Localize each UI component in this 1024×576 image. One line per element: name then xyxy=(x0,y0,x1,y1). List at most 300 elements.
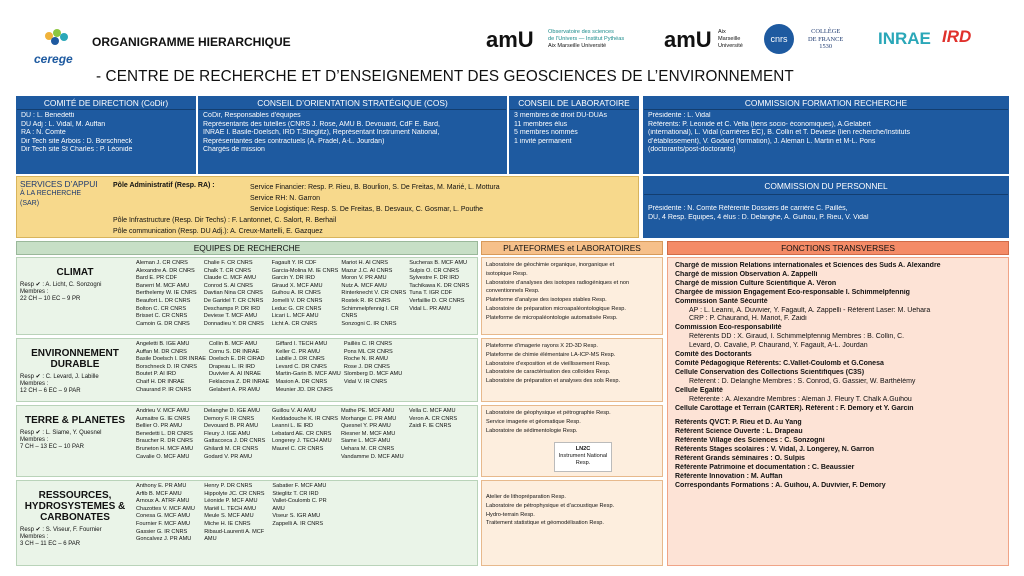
cos-body xyxy=(199,110,506,173)
member-name: Deviese T. MCF AMU xyxy=(203,313,258,320)
amu-line: Aix xyxy=(718,29,726,35)
member-name: Basile Doelsch I. DR INRAE xyxy=(136,356,206,363)
member-name: Licht A. CR CNRS xyxy=(271,320,317,327)
codir-line: Dir Tech site Arbois : D. Borschneck xyxy=(21,137,133,145)
cdf-line: COLLÈGE xyxy=(811,28,841,35)
team-box xyxy=(16,405,478,477)
platform-group-4 xyxy=(481,480,663,566)
ln2c-subtitle: Instrument National xyxy=(558,453,608,459)
member-name: Fleury J. IGE AMU xyxy=(204,430,251,437)
platform-item: Plateforme d’imagerie rayons X 2D-3D Resp. xyxy=(486,343,598,349)
codir-title: COMITÉ DE DIRECTION (CoDir) xyxy=(17,97,195,110)
member-name: Guillou V. AI AMU xyxy=(272,408,316,414)
cos-line: Représentantes des contractuels (A. Pradel, A-L. Jourdan) xyxy=(203,137,385,145)
codir-box xyxy=(16,96,196,174)
platform-item: Laboratoire de pétrophysique et d’acoustique Resp. xyxy=(486,502,615,509)
fonction-item: Référent Grands séminaires : O. Sulpis xyxy=(675,455,805,463)
member-name: Boutet P. AI IRD xyxy=(136,371,177,378)
member-name: Riesner M. MCF AMU xyxy=(340,430,396,437)
member-name: CNRS xyxy=(341,313,358,320)
team-name xyxy=(20,348,130,370)
member-name: Labille J. DR CNRS xyxy=(275,356,325,363)
platform-item: isotopique Resp. xyxy=(486,270,528,277)
member-name: Slomberg D. MCF AMU xyxy=(343,371,403,378)
member-column xyxy=(272,260,339,332)
cfr-box xyxy=(643,96,1009,174)
member-name: Gelabert A. PR AMU xyxy=(208,386,260,393)
cfr-title: COMMISSION FORMATION RECHERCHE xyxy=(644,97,1008,110)
conseil-title: CONSEIL DE LABORATOIRE xyxy=(510,97,638,110)
member-name: Rose J. DR CNRS xyxy=(343,363,390,370)
member-name: Alexandre A. DR CNRS xyxy=(136,267,195,274)
member-name: Drapeau L. IR IRD xyxy=(208,363,255,370)
platform-item: Laboratoire de caractérisation des colloïdes Resp. xyxy=(486,369,611,376)
fonction-item: Comité des Doctorants xyxy=(675,351,752,359)
fonction-item: Correspondants Formations : A. Guihou, A. Duvivier, F. Demory xyxy=(675,481,886,489)
amu-logo-2: amU xyxy=(664,27,712,52)
member-name: Bruneton H. MCF AMU xyxy=(136,445,194,452)
platform-item: Laboratoire de préparation microapaléontologique Resp. xyxy=(486,305,626,312)
member-name: Duvivier A. AI INRAE xyxy=(208,371,261,378)
ird-logo: IRD xyxy=(942,27,972,46)
member-name: Ribaud-Laurenti A. MCF xyxy=(204,528,265,535)
member-name: Roche N. IR AMU xyxy=(343,356,388,363)
member-name: Martin-Garin B. MCF AMU xyxy=(275,371,341,378)
team-info xyxy=(17,258,133,334)
sar-service-logistique: Service Logistique: Resp. S. De Freitas, B. Desvaux, C. Gosmar, L. Pouthe xyxy=(250,206,484,213)
platform-item: Laboratoire d’analyses des isotopes radiogéniques et non xyxy=(486,279,630,286)
cos-line: INRAE I. Basile-Doelsch, IRD T.Stieglitz), Représentant Instrument National, xyxy=(203,129,440,137)
conseil-line: 3 membres de droit DU-DUAs xyxy=(514,112,607,119)
conseil-line: 5 membres nommés xyxy=(514,129,578,137)
fonction-item: AP : L. Leanni, A. Duvivier, Y. Fagault, A. Zappelli - Référent Laser: M. Uehara xyxy=(689,306,931,314)
amu-osu-line: de l’Univers — Institut Pythéas xyxy=(548,36,625,42)
personnel-body xyxy=(644,195,1008,237)
member-name: Bard E. PR CDF xyxy=(136,275,178,282)
fonction-item: Référent : D. Delanghe Membres : S. Conrod, G. Gassier, W. Barthélémy xyxy=(689,377,916,385)
member-name: Deschamps P. DR IRD xyxy=(203,305,261,312)
team-meta-line: Membres : xyxy=(20,289,49,296)
member-column xyxy=(136,408,201,474)
fonctions-header: FONCTIONS TRANSVERSES xyxy=(667,241,1009,255)
member-name: Nutz A. MCF AMU xyxy=(341,282,387,289)
member-name: Sabatier F. MCF AMU xyxy=(272,483,327,489)
member-name: Vallet-Coulomb C. PR xyxy=(272,498,327,505)
college-de-france-logo xyxy=(808,28,843,51)
team-name-line: CLIMAT xyxy=(56,267,94,278)
amu-line: Marseille xyxy=(718,36,741,42)
member-name: Miche H. IE CNRS xyxy=(204,520,251,527)
team-meta-line: 12 CH – 6 EC – 9 PAR xyxy=(20,388,81,395)
conseil-line: 11 membres élus xyxy=(514,120,568,128)
team-name-line: DURABLE xyxy=(50,359,100,370)
team-info xyxy=(17,406,133,476)
member-name: Keddadouche K. IR CNRS xyxy=(272,415,338,422)
team-meta xyxy=(20,430,130,452)
member-name: Delanghe D. IGE AMU xyxy=(204,408,260,414)
platform-item: Laboratoire de sédimentologie Resp. xyxy=(486,427,578,434)
member-name: Vidal V. IR CNRS xyxy=(343,378,388,385)
ln2c-resp: Resp. xyxy=(575,460,591,466)
fonction-item: Commission Santé Sécurité xyxy=(675,297,768,305)
team-name xyxy=(20,267,130,278)
member-name: Chalie F. CR CNRS xyxy=(203,260,253,266)
member-name: Garcia-Molina M. IE CNRS xyxy=(271,267,339,274)
fonctions-list xyxy=(667,257,1009,566)
member-name: Meule S. MCF AMU xyxy=(204,513,254,520)
member-name: Vella C. MCF AMU xyxy=(408,408,456,414)
member-name: Moron V. PR AMU xyxy=(341,275,387,282)
fonction-item: Référente : A. Alexandre Membres : Aleman J. Fleury T. Chalk A.Guihou xyxy=(689,395,912,403)
member-name: Sulpis O. CR CNRS xyxy=(409,267,459,274)
platform-item: Laboratoire de préparation et analyses des sols Resp. xyxy=(486,378,621,385)
member-name: Paillès C. IR CNRS xyxy=(343,341,392,347)
member-name: Gattacceca J. DR CNRS xyxy=(204,438,266,445)
cfr-line: d’établissement), V. Godard (formation), J. Aleman L. Martin et M-L. Pons xyxy=(648,137,876,145)
sar-services xyxy=(250,182,500,215)
cos-box xyxy=(198,96,507,174)
member-name: Zaidi F. IE CNRS xyxy=(408,423,452,430)
page-subtitle: - CENTRE DE RECHERCHE ET D’ENSEIGNEMENT DES GEOSCIENCES DE L’ENVIRONNEMENT xyxy=(96,68,794,85)
member-name: Anthony E. PR AMU xyxy=(136,483,187,489)
member-name: De Garidel T. CR CNRS xyxy=(203,297,264,304)
team-meta-line: Resp ✔ : A. Licht, C. Sonzogni xyxy=(20,282,102,288)
codir-line: RA : N. Comte xyxy=(21,129,66,137)
member-column xyxy=(409,260,474,332)
member-column xyxy=(272,483,337,563)
member-column xyxy=(344,341,408,399)
team-name-line: CARBONATES xyxy=(40,512,110,523)
member-name: Auffan M. DR CNRS xyxy=(136,348,187,355)
inrae-logo: INRAE xyxy=(878,29,931,48)
member-name: Stieglitz T. CR IRD xyxy=(272,490,319,497)
member-name: Goncalvez J. PR AMU xyxy=(136,536,192,543)
member-name: Feklacova Z. DR INRAE xyxy=(208,378,270,385)
personnel-title: COMMISSION DU PERSONNEL xyxy=(644,177,1008,195)
member-name: Conrod S. AI CNRS xyxy=(203,282,253,289)
member-name: Mathe PE. MCF AMU xyxy=(340,408,395,414)
member-name: Pons ML CR CNRS xyxy=(343,348,393,355)
team-meta-line: 22 CH – 10 EC – 9 PR xyxy=(20,296,81,303)
team-members xyxy=(133,481,477,565)
member-name: Sucheras B. MCF AMU xyxy=(409,260,468,266)
member-name: Davtian Nina CR CNRS xyxy=(203,290,263,297)
team-name-line: RESSOURCES, xyxy=(38,490,112,501)
member-column xyxy=(409,483,474,563)
team-name-line: ENVIRONNEMENT xyxy=(31,348,119,359)
member-name: Cavalie O. MCF AMU xyxy=(136,453,190,460)
member-name: Donnadieu Y. DR CNRS xyxy=(203,320,264,327)
sar-pole-admin: Pôle Administratif (Resp. RA) : xyxy=(113,182,215,189)
team-box xyxy=(16,480,478,566)
fonction-item: Référents QVCT: P. Rieu et D. Au Yang xyxy=(675,419,802,427)
member-name: Léonide P. MCF AMU xyxy=(204,498,258,505)
member-name: Berthelemy W. IE CNRS xyxy=(136,290,197,297)
member-name: Chalk T. CR CNRS xyxy=(203,267,251,274)
sar-poles xyxy=(113,215,336,237)
member-name: Meunier JD. DR CNRS xyxy=(275,386,333,393)
member-column xyxy=(136,260,201,332)
team-meta-line: 3 CH – 11 EC – 6 PAR xyxy=(20,541,81,548)
member-name: Zappelli A. IR CNRS xyxy=(272,520,324,527)
member-name: Chazottes V. MCF AMU xyxy=(136,505,195,512)
member-name: Siame L. MCF AMU xyxy=(340,438,391,445)
member-name: Guihou A. IR CNRS xyxy=(271,290,321,297)
conseil-line: 1 invité permanent xyxy=(514,137,572,145)
member-name: Aumaitre G. IE CNRS xyxy=(136,415,191,422)
amu-logo: amU xyxy=(486,27,534,52)
member-column xyxy=(410,341,474,399)
team-meta-line: Membres : xyxy=(20,534,49,541)
team-meta-line: Resp ✔ : L. Siame, Y. Quesnel xyxy=(20,430,102,436)
cos-title: CONSEIL D’ORIENTATION STRATÉGIQUE (COS) xyxy=(199,97,506,110)
platform-group-2 xyxy=(481,338,663,402)
team-meta xyxy=(20,282,130,304)
member-name: Banerri M. MCF AMU xyxy=(136,282,190,289)
fonction-item: Comité Pédagogique Référents: C.Vallet-Coulomb et G.Conesa xyxy=(675,359,884,367)
member-name: Verfaillie D. CR CNRS xyxy=(409,297,465,304)
platform-item: Atelier de lithopréparation Resp. xyxy=(486,494,566,500)
member-column xyxy=(204,408,269,474)
member-name: Angeletti B. IGE AMU xyxy=(136,341,190,347)
fonction-item: Référente Innovation : M. Auffan xyxy=(675,472,783,480)
amu-line: Université xyxy=(718,43,743,49)
team-box xyxy=(16,257,478,335)
member-name: Rinterknecht V. CR CNRS xyxy=(341,290,407,297)
member-name: Cornu S. DR INRAE xyxy=(208,348,260,355)
member-name: Jomelli V. DR CNRS xyxy=(271,297,323,304)
platform-item: Plateforme de chimie élémentaire LA-ICP-MS Resp. xyxy=(486,351,616,358)
fonction-item: Chargé de mission Observation A. Zappelli xyxy=(675,270,818,278)
member-name: Levard C. DR CNRS xyxy=(275,363,327,370)
member-name: Tachikawa K. DR CNRS xyxy=(409,282,470,289)
member-name: Longerey J. TECH AMU xyxy=(272,438,332,445)
plateformes-header: PLATEFORMES et LABORATOIRES xyxy=(481,241,663,255)
member-name: Keller C. PR AMU xyxy=(275,348,320,355)
member-name: Bolton C. CR CNRS xyxy=(136,305,187,312)
cerege-logo-text: cerege xyxy=(34,52,73,66)
member-column xyxy=(209,341,273,399)
codir-line: DU : L. Benedetti xyxy=(21,112,75,119)
member-column xyxy=(341,408,406,474)
platform-item: conventionnels Resp. xyxy=(486,288,540,295)
member-name: Quesnel Y. PR AMU xyxy=(340,423,391,430)
member-name: Mariël L. TECH AMU xyxy=(204,505,256,512)
member-name: AMU xyxy=(204,536,217,543)
member-name: Fournier F. MCF AMU xyxy=(136,520,191,527)
member-name: Hippolyte JC. CR CNRS xyxy=(204,490,265,497)
sar-service-financier: Service Financier: Resp. P. Rieu, B. Bourlion, S. De Freitas, M. Marié, L. Mottura xyxy=(250,184,500,191)
fonction-item: Chargée de mission Engagement Eco-responsable I. Schimmelpfennig xyxy=(675,288,910,296)
amu-osu-text xyxy=(548,29,624,50)
member-column xyxy=(136,341,206,399)
member-name: Giraud X. MCF AMU xyxy=(271,282,323,289)
member-name: Collin B. MCF AMU xyxy=(208,341,258,347)
platform-item: Laboratoire de géochimie organique, inorganique et xyxy=(486,262,615,268)
member-name: Aleman J. CR CNRS xyxy=(136,260,188,266)
member-name: Vidal L. PR AMU xyxy=(409,305,451,312)
member-name: Conesa G. MCF AMU xyxy=(136,513,191,520)
member-name: Bellier O. PR AMU xyxy=(136,423,183,430)
sar-pole-infra: Pôle Infrastructure (Resp. Dir Techs) : F. Lantonnet, C. Salort, R. Berhail xyxy=(113,217,337,224)
member-name: Garcin Y. DR IRD xyxy=(271,275,315,282)
member-column xyxy=(341,260,406,332)
member-name: Beaufort L. DR CNRS xyxy=(136,297,191,304)
page-title: ORGANIGRAMME HIERARCHIQUE xyxy=(92,35,291,49)
sar-title-line: (SAR) xyxy=(20,199,40,207)
fonction-item: Référent Science Ouverte : L. Drapeau xyxy=(675,428,803,436)
platform-item: Hydro-terrain Resp. xyxy=(486,511,535,518)
fonction-item: Chargé de mission Relations internationales et Sciences des Suds A. Alexandre xyxy=(675,262,941,269)
member-name: Andrieu V. MCF AMU xyxy=(136,408,189,414)
member-name: Devouard B. PR AMU xyxy=(204,423,259,430)
codir-body xyxy=(17,110,195,173)
cdf-line: DE FRANCE xyxy=(808,35,844,43)
personnel-line: Présidente : N. Comte Référente Dossiers de carrière C. Paillès, xyxy=(648,205,848,212)
team-meta-line: Membres : xyxy=(20,381,49,388)
member-name: Arnoux A. ATRF AMU xyxy=(136,498,190,505)
member-name: Doelsch E. DR CIRAD xyxy=(208,356,265,363)
member-name: Giffard I. TECH AMU xyxy=(275,341,328,347)
member-name: Maurel C. CR CNRS xyxy=(272,445,324,452)
fonction-item: Cellule Carottage et Terrain (CARTER). Référent : F. Demory et Y. Garcin xyxy=(675,404,914,412)
personnel-line: DU, 4 Resp. Equipes, 4 élus : D. Delanghe, A. Guihou, P. Rieu, V. Vidal xyxy=(648,213,869,221)
amu-text xyxy=(718,29,743,50)
team-meta-line: 7 CH – 13 EC – 10 PAR xyxy=(20,444,84,451)
cfr-line: (doctorants/post-doctorants) xyxy=(648,146,736,154)
conseil-box xyxy=(509,96,639,174)
member-name: Brisset C. CR CNRS xyxy=(136,313,188,320)
cfr-line: Présidente : L. Vidal xyxy=(648,112,711,119)
conseil-body xyxy=(510,110,638,173)
fonction-item: Référente Patrimoine et documentation : C. Beaussier xyxy=(675,463,855,471)
member-name: Borschneck D. IR CNRS xyxy=(136,363,197,370)
cos-line: Représentants des tutelles (CNRS J. Rose, AMU B. Devouard, CdF E. Bard, xyxy=(203,120,440,128)
fonction-item: Cellule Egalité xyxy=(675,386,723,394)
fonction-item: Référente Village des Sciences : C. Sonzogni xyxy=(675,437,825,445)
member-name: Lebatard AE. CR CNRS xyxy=(272,430,332,437)
member-name: Vandamme D. MCF AMU xyxy=(340,453,404,460)
cnrs-logo: cnrs xyxy=(764,24,794,54)
team-box xyxy=(16,338,478,402)
member-name: Demory F. IR CNRS xyxy=(204,415,255,422)
team-members xyxy=(133,339,477,401)
member-column xyxy=(272,408,338,474)
fonction-item: Chargé de mission Culture Scientifique A. Véron xyxy=(675,279,837,287)
equipes-header: EQUIPES DE RECHERCHE xyxy=(16,241,478,255)
sar-service-rh: Service RH: N. Garron xyxy=(250,195,321,202)
member-name: Chaurand P. IR CNRS xyxy=(136,386,192,393)
team-name xyxy=(20,415,130,426)
member-column xyxy=(341,483,406,563)
cos-line: CoDir, Responsables d’équipes xyxy=(203,112,301,119)
cos-line: Chargés de mission xyxy=(203,146,265,154)
team-info xyxy=(17,339,133,401)
team-meta xyxy=(20,527,130,549)
member-name: Henry P. DR CNRS xyxy=(204,483,253,489)
fonction-item: Commission Eco-responsabilité xyxy=(675,324,782,332)
member-column xyxy=(409,408,474,474)
member-name: Rostek R. IR CNRS xyxy=(341,297,391,304)
member-name: Licari L. MCF AMU xyxy=(271,313,319,320)
fonction-item: Levard, O. Cavalié, P. Chaurand, Y. Fagault, A-L. Jourdan xyxy=(689,342,868,350)
ln2c-title: LN2C xyxy=(575,446,591,452)
platform-item: Traitement statistique et géomodélisation Resp. xyxy=(486,520,604,527)
fonction-item: Référents Stages scolaires : V. Vidal, J. Longerey, N. Garron xyxy=(675,446,875,454)
ln2c-box xyxy=(554,442,612,472)
platform-group-3 xyxy=(481,405,663,477)
personnel-box xyxy=(643,176,1009,238)
platform-group-1 xyxy=(481,257,663,335)
team-name-line: TERRE & PLANETES xyxy=(24,415,125,426)
member-name: Masion A. DR CNRS xyxy=(275,378,328,385)
sar-title-line: SERVICES D’APPUI xyxy=(20,179,98,189)
platform-item: Plateforme d’analyse des isotopes stables Resp. xyxy=(486,297,607,304)
member-name: Benedetti L. DR CNRS xyxy=(136,430,193,437)
member-name: Fagault Y. IR CDF xyxy=(271,260,317,266)
member-column xyxy=(276,341,341,399)
member-name: Sylvestre F. DR IRD xyxy=(409,275,459,282)
team-name xyxy=(20,490,130,523)
platform-item: Service imagerie et géomatique Resp. xyxy=(486,418,581,425)
member-name: Morhange C. PR AMU xyxy=(340,415,397,422)
member-name: Leduc G. CR CNRS xyxy=(271,305,322,312)
member-column xyxy=(204,483,269,563)
cfr-body xyxy=(644,110,1008,173)
fonction-item: Cellule Conservation des Collections Scientifiques (C3S) xyxy=(675,368,865,376)
amu-osu-line: Observatoire des sciences xyxy=(548,29,614,35)
codir-line: DU Adj : L. Vidal, M. Auffan xyxy=(21,120,106,128)
team-members xyxy=(133,406,477,476)
sar-title xyxy=(20,180,98,208)
member-name: Claude C. MCF AMU xyxy=(203,275,257,282)
member-name: Veron A. CR CNRS xyxy=(408,415,458,422)
fonction-item: Référents DD : X. Giraud, I. Schimmelpfennig Membres : B. Collin, C. xyxy=(689,333,905,341)
team-meta-line: Membres : xyxy=(20,437,49,444)
platform-item: Laboratoire de géophysique et pétrographie Resp. xyxy=(486,410,611,416)
member-column xyxy=(204,260,269,332)
team-meta xyxy=(20,374,130,396)
member-name: Schimmelpfennig I. CR xyxy=(341,305,399,312)
member-name: Tuna T. IGR CDF xyxy=(409,290,453,297)
member-name: Uehara M. CR CNRS xyxy=(340,445,395,452)
team-members xyxy=(133,258,477,334)
member-name: Braucher R. DR CNRS xyxy=(136,438,193,445)
team-meta-line: Resp ✔ : C. Levard, J. Labille xyxy=(20,374,99,380)
sar-box xyxy=(16,176,639,238)
member-name: Chaif H. DR INRAE xyxy=(136,378,185,385)
member-name: AMU xyxy=(272,505,285,512)
amu-osu-line: Aix Marseille Université xyxy=(548,43,607,49)
cfr-line: Référents: P. Leonide et C. Vella (liens socio- économiques), A.Gelabert xyxy=(648,120,871,128)
member-name: Mariot H. AI CNRS xyxy=(341,260,389,266)
codir-line: Dir Tech site St Charles : P. Léonide xyxy=(21,146,133,154)
cfr-line: (international), L. Vidal (carrières EC), B. Collin et T. Deviese (lien recherche/Instituts xyxy=(648,129,910,137)
member-name: Gassier G. IR CNRS xyxy=(136,528,188,535)
member-name: Sonzogni C. IR CNRS xyxy=(341,320,397,327)
member-name: Ghilardi M. CR CNRS xyxy=(204,445,259,452)
team-meta-line: Resp ✔ : S. Viseur, F. Fournier xyxy=(20,527,102,533)
member-column xyxy=(136,483,201,563)
member-name: Viseur S. IGR AMU xyxy=(272,513,321,520)
sar-pole-comm: Pôle communication (Resp. DU Adj.): A. Creux-Martelli, E. Gazquez xyxy=(113,228,323,235)
platform-item: Laboratoire d’exposition et de vieillissement Resp. xyxy=(486,360,611,367)
member-name: Arfib B. MCF AMU xyxy=(136,490,182,497)
team-info xyxy=(17,481,133,565)
sar-title-line: À LA RECHERCHE xyxy=(20,190,82,198)
member-name: Leanni L. IE IRD xyxy=(272,423,314,430)
fonction-item: CRP : P. Chaurand, H. Mariot, F. Zaidi xyxy=(689,315,807,323)
